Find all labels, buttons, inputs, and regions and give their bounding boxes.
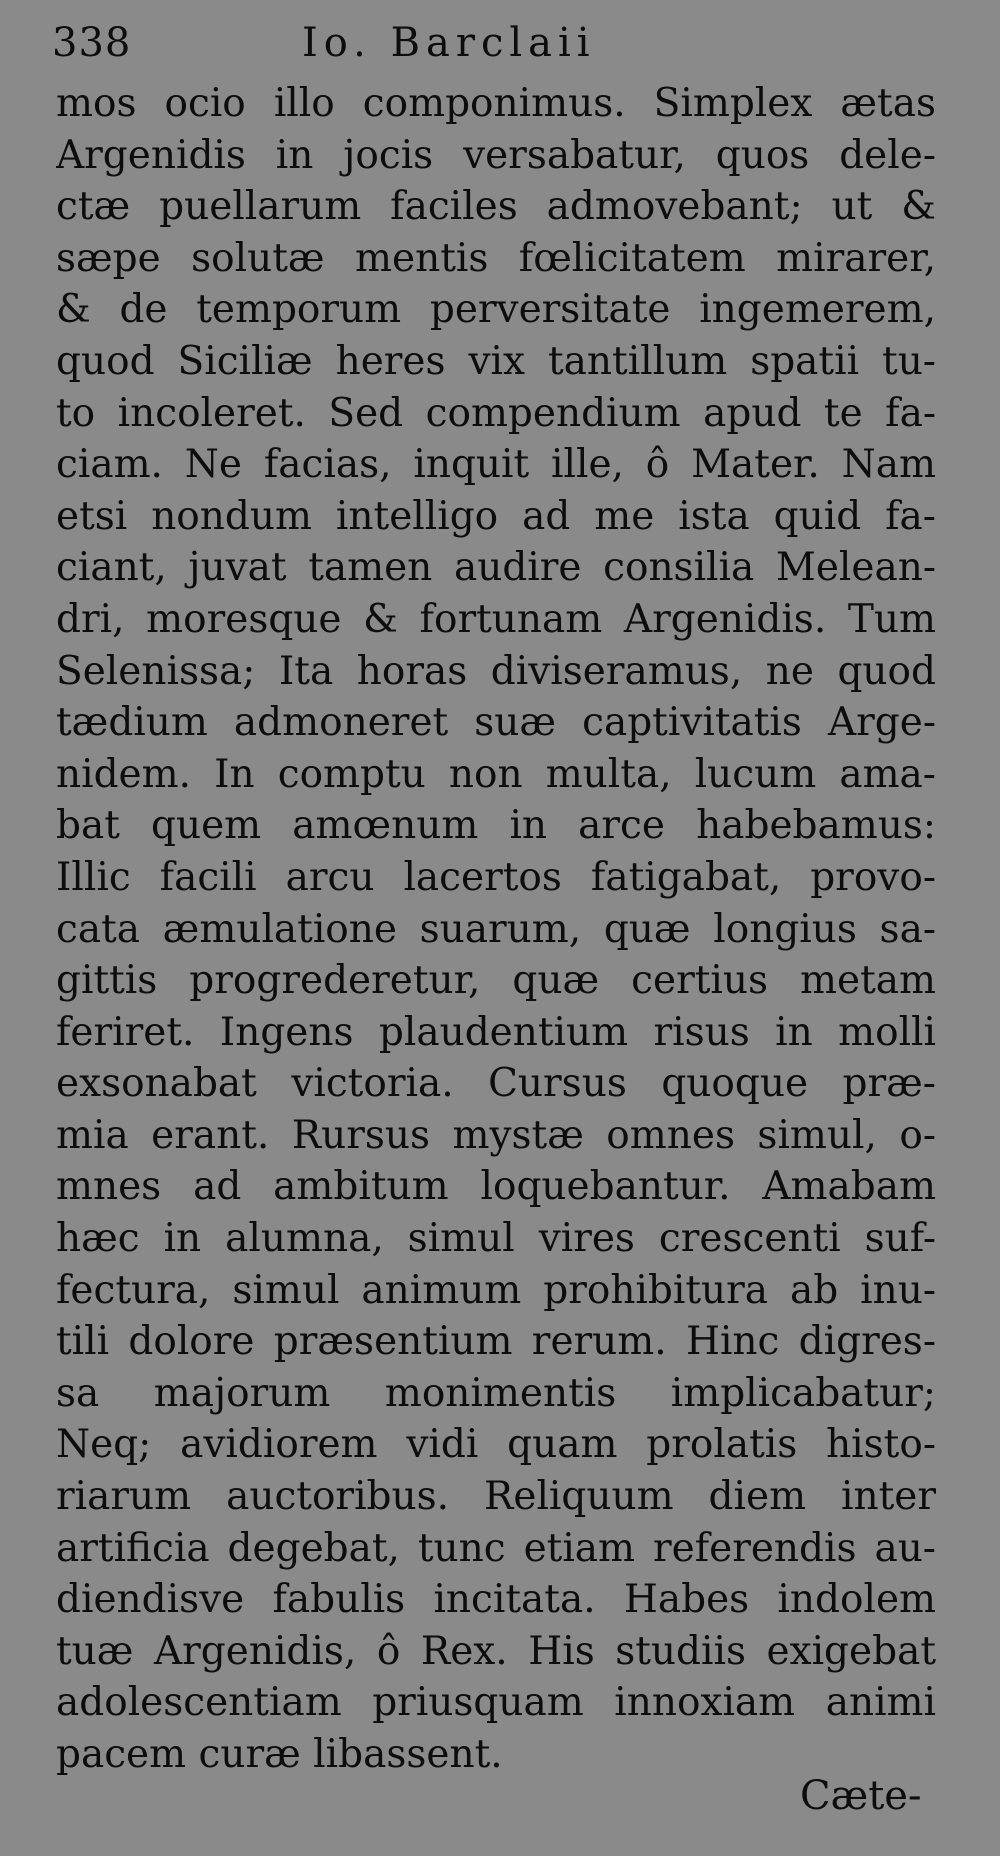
text-line: tili dolore præsentium rerum. Hinc digres- (56, 1319, 936, 1365)
text-line: ctæ puellarum faciles admovebant; ut & (56, 184, 936, 230)
running-head (52, 14, 952, 72)
text-line: sa majorum monimentis implicabatur; (56, 1370, 936, 1416)
text-line: riarum auctoribus. Reliquum diem inter (56, 1474, 936, 1520)
text-line: Argenidis in jocis versabatur, quos dele- (56, 132, 936, 178)
text-line: tædium admoneret suæ captivitatis Arge- (56, 700, 936, 746)
text-line: mnes ad ambitum loquebantur. Amabam (56, 1164, 936, 1210)
running-title: Io. Barclaii (302, 20, 596, 66)
catchword: Cæte- (800, 1773, 922, 1819)
text-line: adolescentiam priusquam innoxiam animi (56, 1680, 936, 1726)
text-line: artificia degebat, tunc etiam referendis au- (56, 1525, 936, 1571)
text-line: hæc in alumna, simul vires crescenti suf- (56, 1216, 936, 1262)
text-line: Selenissa; Ita horas diviseramus, ne quod (56, 648, 936, 694)
text-line: Illic facili arcu lacertos fatigabat, provo- (56, 854, 936, 900)
text-line: pacem curæ libassent. (56, 1732, 503, 1777)
text-line: exsonabat victoria. Cursus quoque præ- (56, 1061, 936, 1107)
text-line: etsi nondum intelligo ad me ista quid fa- (56, 493, 936, 539)
text-line: bat quem amœnum in arce habebamus: (56, 803, 936, 849)
text-line: ciant, juvat tamen audire consilia Melean- (56, 545, 936, 591)
text-line: fectura, simul animum prohibitura ab inu- (56, 1267, 936, 1313)
text-line: mos ocio illo componimus. Simplex ætas (56, 81, 936, 126)
text-line: & de temporum perversitate ingemerem, (56, 287, 936, 333)
text-line: dri, moresque & fortunam Argenidis. Tum (56, 596, 936, 642)
text-line: to incoleret. Sed compendium apud te fa- (56, 390, 936, 436)
text-line: sæpe solutæ mentis fœlicitatem mirarer, (56, 235, 936, 281)
text-line: tuæ Argenidis, ô Rex. His studiis exigebat (56, 1628, 936, 1674)
text-line: nidem. In comptu non multa, lucum ama- (56, 751, 936, 797)
page-number: 338 (52, 20, 132, 66)
text-line: gittis progrederetur, quæ certius metam (56, 958, 936, 1004)
text-line: diendisve fabulis incitata. Habes indolem (56, 1577, 936, 1623)
text-line: Neq; avidiorem vidi quam prolatis histo- (56, 1422, 936, 1468)
text-line: quod Siciliæ heres vix tantillum spatii tu- (56, 338, 936, 384)
text-line: mia erant. Rursus mystæ omnes simul, o- (56, 1112, 936, 1158)
text-line: feriret. Ingens plaudentium risus in molli (56, 1009, 936, 1055)
body-text (56, 78, 936, 1781)
text-line: ciam. Ne facias, inquit ille, ô Mater. Nam (56, 442, 936, 488)
text-line: cata æmulatione suarum, quæ longius sa- (56, 906, 936, 952)
